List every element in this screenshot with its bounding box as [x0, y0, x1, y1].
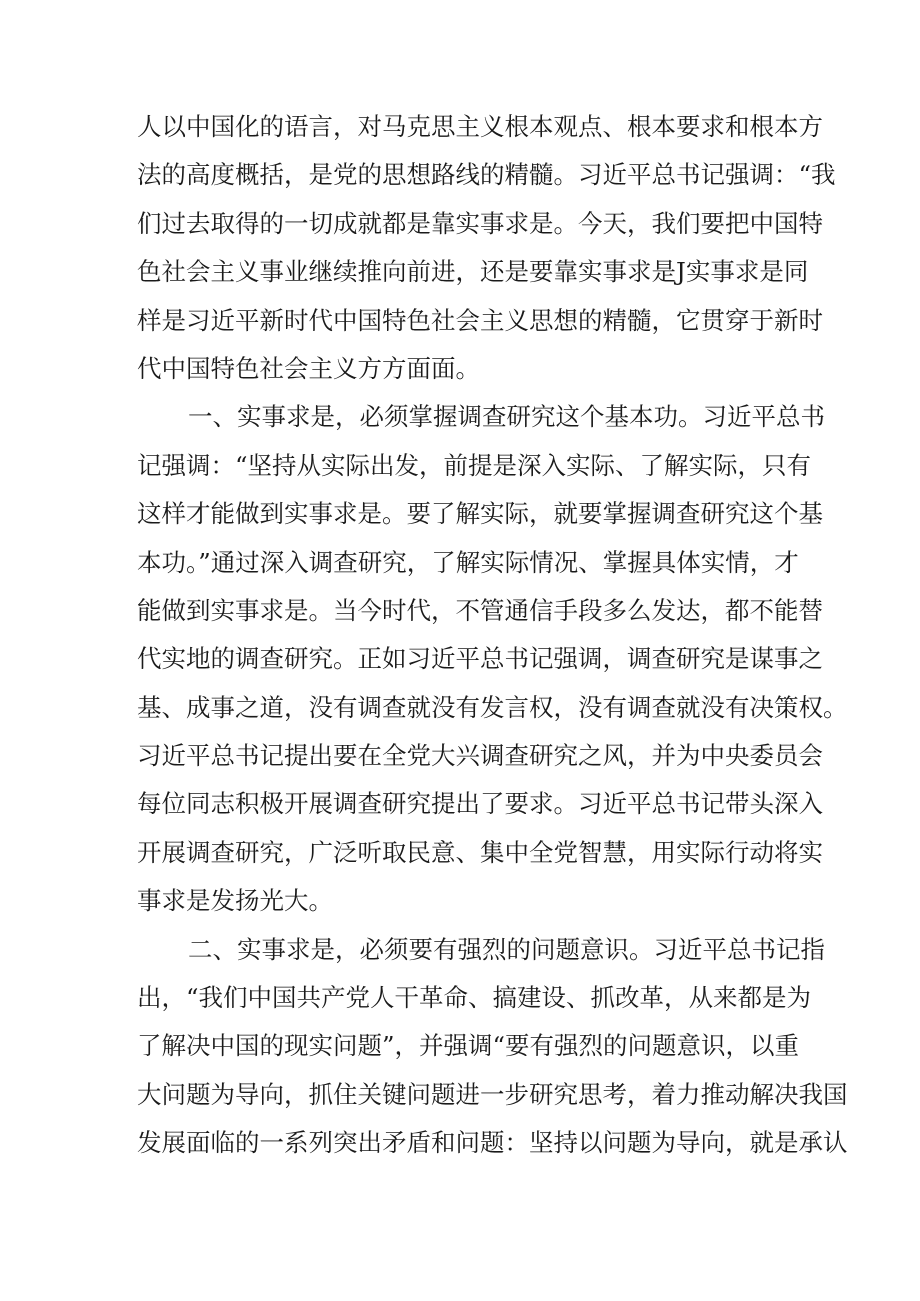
text-line: 每位同志积极开展调查研究提出了要求。习近平总书记带头深入	[137, 789, 823, 819]
text-line: 色社会主义事业继续推向前进，还是要靠实事求是J实事求是同	[137, 257, 809, 287]
section-heading-line: 二、实事求是，必须要有强烈的问题意识。习近平总书记指	[188, 934, 825, 964]
text-line: 人以中国化的语言，对马克思主义根本观点、根本要求和根本方	[137, 112, 823, 141]
section-heading-line: 一、实事求是，必须掌握调查研究这个基本功。习近平总书	[188, 402, 825, 432]
body-text	[137, 103, 848, 1168]
text-line: 基、成事之道，没有调查就没有发言权，没有调查就没有决策权。	[137, 692, 848, 722]
text-line: 大问题为导向，抓住关键问题进一步研究思考，着力推动解决我国	[137, 1079, 848, 1109]
text-line: 能做到实事求是。当今时代，不管通信手段多么发达，都不能替	[137, 595, 823, 625]
text-line: 记强调：“坚持从实际出发，前提是深入实际、了解实际，只有	[137, 450, 812, 480]
text-line: 法的高度概括，是党的思想路线的精髓。习近平总书记强调：“我	[137, 160, 836, 190]
text-line: 开展调查研究，广泛听取民意、集中全党智慧，用实际行动将实	[137, 837, 823, 867]
text-line: 代实地的调查研究。正如习近平总书记强调，调查研究是谋事之	[137, 644, 823, 674]
text-line: 事求是发扬光大。	[137, 886, 333, 916]
text-line: 了解决中国的现实问题”，并强调“要有强烈的问题意识，以重	[137, 1031, 800, 1061]
text-line: 出，“我们中国共产党人干革命、搞建设、抓改革，从来都是为	[137, 983, 812, 1013]
text-line: 代中国特色社会主义方方面面。	[137, 353, 480, 383]
text-line: 这样才能做到实事求是。要了解实际，就要掌握调查研究这个基	[137, 499, 823, 529]
text-line: 发展面临的一系列突出矛盾和问题：坚持以问题为导向，就是承认	[137, 1128, 848, 1158]
text-line: 样是习近平新时代中国特色社会主义思想的精髓，它贯穿于新时	[137, 305, 823, 335]
text-line: 本功。”通过深入调查研究，了解实际情况、掌握具体实情，才	[137, 547, 799, 577]
text-line: 习近平总书记提出要在全党大兴调查研究之风，并为中央委员会	[137, 741, 823, 771]
text-line: 们过去取得的一切成就都是靠实事求是。今天，我们要把中国特	[137, 208, 823, 238]
